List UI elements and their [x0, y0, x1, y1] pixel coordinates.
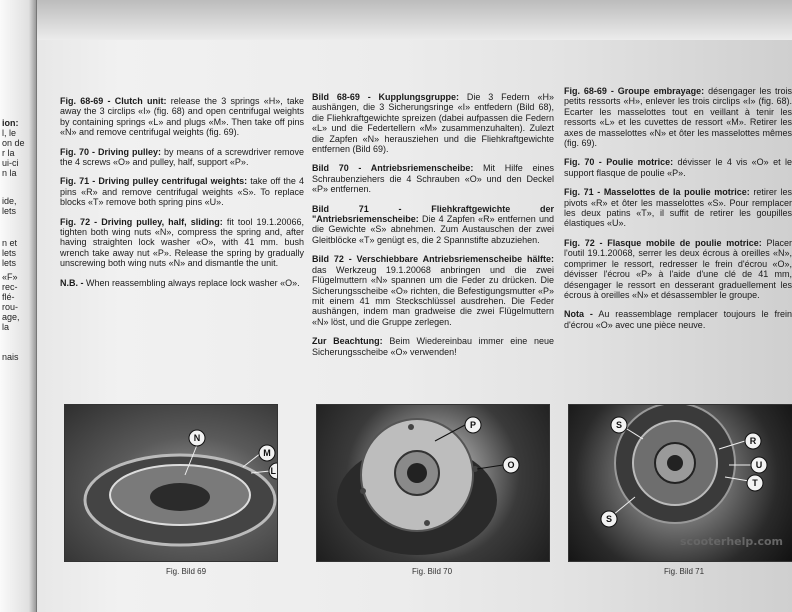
fig-71-fr [564, 187, 792, 229]
margin-text: rou- [2, 302, 19, 312]
section-title: Fig. 71 - Masselottes de la poulie motrice: [564, 187, 750, 198]
margin-text: ion: [2, 118, 19, 128]
screw-o [408, 424, 414, 430]
section-text: fit tool 19.1.20066, tighten both wing nuts «N», compress the spring and, after having straighten lock washer «O», with 41 mm. bush wrench take away nut «P». Release the spring by gradually unscrewing both wing nuts «N» and dismantle the unit. [60, 216, 304, 269]
section-title: Zur Beachtung: [312, 336, 383, 347]
label-u: U [755, 460, 763, 470]
note-de [312, 336, 554, 357]
margin-text: lets [2, 248, 17, 258]
margin-text: ui-ci [2, 158, 19, 168]
margin-block-5 [2, 352, 19, 362]
margin-block-2 [2, 196, 17, 216]
photo-3-caption: Fig. Bild 71 [664, 567, 705, 576]
bild-72-de [312, 254, 554, 327]
label-p: P [469, 420, 477, 430]
photo-pulley-fig70 [316, 404, 550, 562]
leader-line [243, 453, 261, 467]
section-text: When reassembling always replace lock washer «O». [86, 277, 300, 288]
label-n: N [193, 433, 201, 443]
left-page-edge [0, 0, 37, 612]
section-text: Au reassemblage remplacer toujours le frein d'écrou «O» avec une pièce neuve. [564, 309, 792, 330]
photo-1-drawing [65, 405, 277, 561]
fig-68-69-fr [564, 86, 792, 148]
margin-text: rec- [2, 282, 18, 292]
section-title: N.B. - [60, 277, 84, 288]
english-column [60, 96, 304, 297]
margin-block-4 [2, 272, 20, 332]
bild-71-de [312, 204, 554, 246]
top-shadow [36, 0, 792, 40]
nb-en [60, 278, 304, 288]
leader-line [613, 497, 635, 515]
margin-block-1 [2, 118, 25, 178]
photo-2-caption: Fig. Bild 70 [412, 567, 453, 576]
label-s2: S [605, 514, 613, 524]
margin-text: lets [2, 258, 17, 268]
fig-72-fr [564, 238, 792, 300]
section-title: Bild 70 - Antriebsriemenscheibe: [312, 163, 474, 174]
weights-center [667, 455, 683, 471]
margin-text: «F» [2, 272, 18, 282]
section-title: Fig. 71 - Driving pulley centrifugal weights: [60, 176, 248, 187]
fig-70-en [60, 147, 304, 168]
label-t: T [752, 478, 758, 488]
watermark: scooterhelp.com [680, 535, 783, 548]
photo-1-caption: Fig. Bild 69 [166, 567, 207, 576]
label-m: M [263, 448, 271, 458]
section-text: désengager les trois petits ressorts «H», enlever les trois circlips «I» (fig. 68). Ecarter les masselottes tout en veillant à tenir les ressorts «L» et les cuvettes de ressort «M». Retirer les axes de masselottes «N» et ôter les masselottes mêmes (fig. 69). [564, 86, 792, 149]
label-r: R [749, 436, 757, 446]
section-title: Fig. 68-69 - Clutch unit: [60, 96, 167, 106]
section-title: Bild 68-69 - Kupplungsgruppe: [312, 92, 460, 102]
section-text: Beim Wiedereinbau immer eine neue Sicherungsscheibe «O» verwenden! [312, 336, 554, 357]
note-fr [564, 309, 792, 330]
section-text: Die 4 Zapfen «R» entfernen und die Gewichte «S» abnehmen. Zum Austauschen der zwei Gleitblöcke «T» genügt es, die 2 Spannstifte abzuziehen. [312, 214, 554, 245]
fig-68-69-en [60, 96, 304, 138]
photo-clutch-fig69 [64, 404, 278, 562]
section-title: Fig. 70 - Driving pulley: [60, 146, 161, 157]
section-title: Bild 71 - Fliehkraftgewichte der "Antriebsriemenscheibe: [312, 203, 554, 225]
section-text: take off the 4 pins «R» and remove centrifugal weights «S». To replace blocks «T» remove both spring pins «U». [60, 176, 304, 208]
label-o: O [507, 460, 515, 470]
section-text: Die 3 Federn «H» aushängen, die 3 Sicherungsringe «I» entfedern (Bild 68), die Fliehkraftgewichte spreizen (dabei aufpassen die Federn «L» und die Federtellern «M» zusammenzuhalten). Zulezt die Zapfen «N» herausziehen und die Fliehkraftgewichte entfernen (Bild 69). [312, 92, 554, 155]
margin-text: l, le [2, 128, 17, 138]
label-s: S [615, 420, 623, 430]
section-text: by means of a screwdriver remove the 4 screws «O» and pulley, half, support «P». [60, 146, 304, 168]
section-text: dévisser le 4 vis «O» et le support flasque de poulie «P». [564, 157, 792, 178]
margin-text: ide, [2, 196, 17, 206]
section-text: Placer l'outil 19.1.20068, serrer les deux écrous à oreilles «N», comprimer le ressort, redresser le frein d'écrou «O», dévisser l'écrou «P» à l'aide d'une clé de 41 mm, désengager le ressort en desserant graduellement les écrous à oreilles «N» et désassembler le groupe. [564, 237, 792, 300]
section-title: Fig. 72 - Flasque mobile de poulie motrice: [564, 237, 762, 248]
margin-text: flé- [2, 292, 15, 302]
bild-68-69-de [312, 92, 554, 154]
section-title: Fig. 68-69 - Groupe embrayage: [564, 86, 705, 96]
fig-72-en [60, 217, 304, 269]
margin-text: n la [2, 168, 17, 178]
bild-70-de [312, 163, 554, 194]
section-text: retirer les pivots «R» et ôter les masselottes «S». Pour remplacer les deux patins «T», il suffit de retirer les goupilles élastiques «U». [564, 187, 792, 229]
section-title: Nota - [564, 309, 593, 320]
section-text: das Werkzeug 19.1.20068 anbringen und die zwei Flügelmuttern «N» spannen um die Feder zu drücken. Die Sicherungsscheibe «O» richten, die Befestigungsmutter «P» mit einem 41 mm Steckschlüssel ausdrehen. Die Feder aushängen, indem man gradweise die zwei Flügelmuttern «N» löst, und die Gruppe zerlegen. [312, 264, 554, 327]
margin-text: on de [2, 138, 25, 148]
section-title: Fig. 72 - Driving pulley, half, sliding: [60, 216, 223, 227]
section-text: Mit Hilfe eines Schraubenziehers die 4 Schrauben «O» und den Deckel «P» entfernen. [312, 163, 554, 195]
clutch-hub [150, 483, 210, 511]
margin-text: age, [2, 312, 20, 322]
screw-o [424, 520, 430, 526]
label-l: L [270, 466, 276, 476]
section-title: Bild 72 - Verschiebbare Antriebsriemenscheibe hälfte: [312, 254, 554, 265]
margin-text: n et [2, 238, 18, 248]
margin-text: nais [2, 352, 19, 362]
section-text: release the 3 springs «H», take away the 3 circlips «I» (fig. 68) and open centrifugal weights by containing springs «L» and plugs «M». Then take off pins «N» and remove centrifugal weights (fig. 69). [60, 96, 304, 138]
margin-text: r la [2, 148, 15, 158]
french-column [564, 86, 792, 386]
margin-block-3 [2, 238, 17, 268]
pulley-hub [407, 463, 427, 483]
margin-text: lets [2, 206, 17, 216]
fig-71-en [60, 176, 304, 207]
margin-text: la [2, 322, 10, 332]
screw-o [360, 488, 366, 494]
german-column [312, 92, 554, 366]
section-title: Fig. 70 - Poulie motrice: [564, 157, 674, 168]
photo-2-drawing [317, 405, 549, 561]
fig-70-fr [564, 157, 792, 178]
